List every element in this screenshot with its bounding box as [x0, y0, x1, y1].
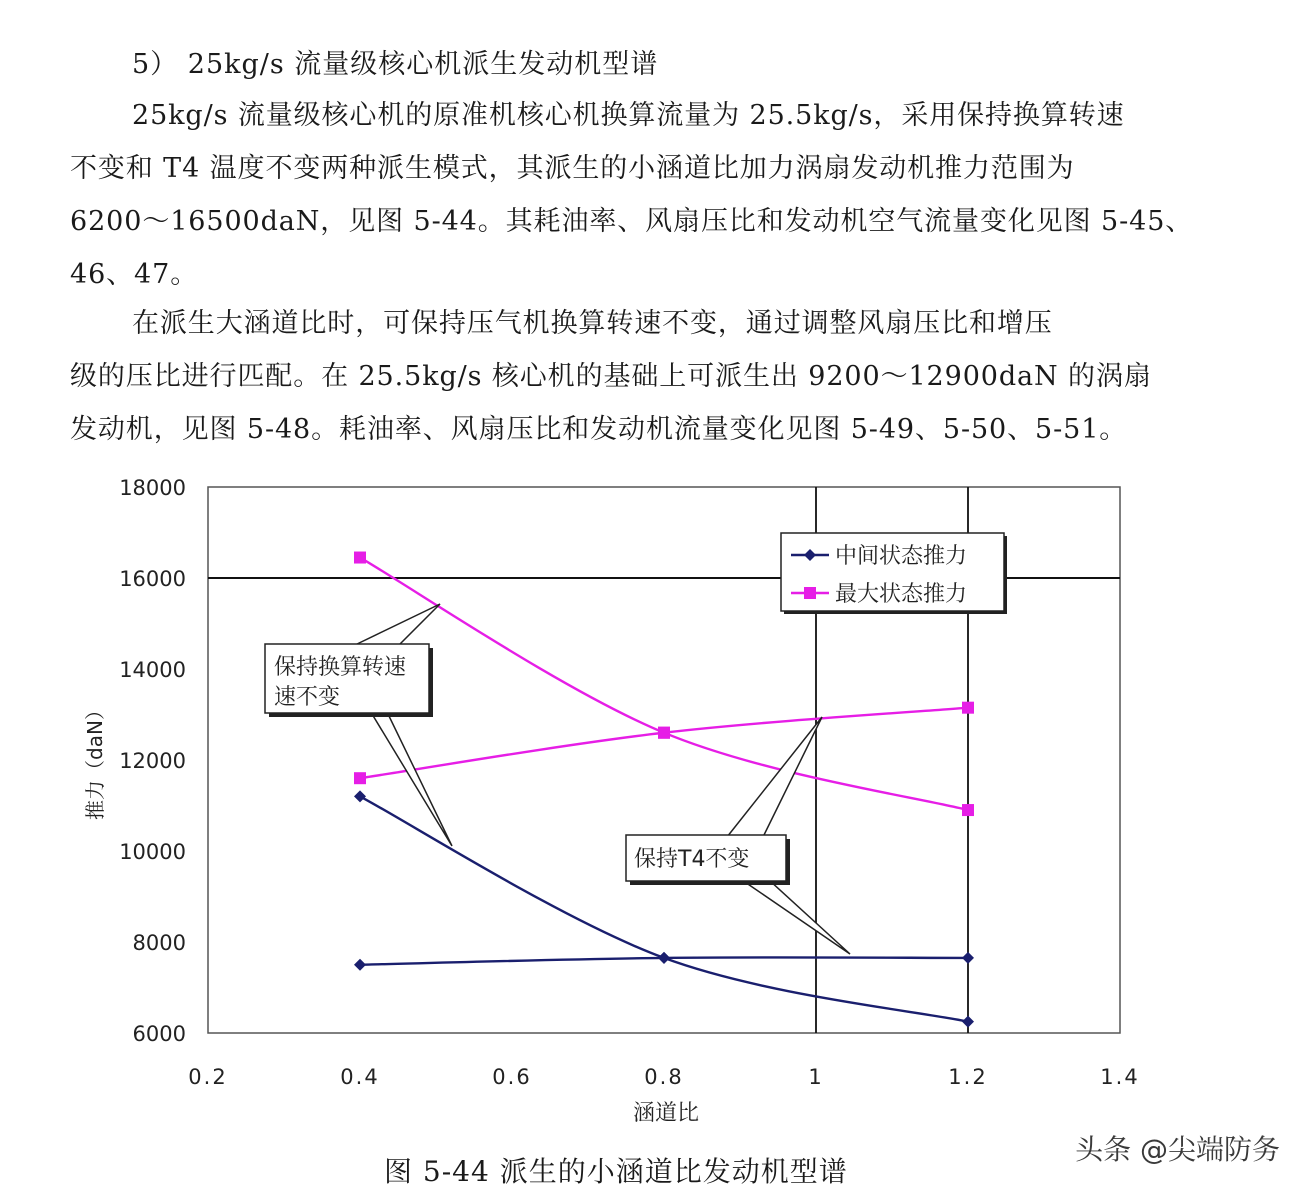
paragraph-2-line: 在派生大涵道比时，可保持压气机换算转速不变，通过调整风扇压比和增压: [132, 308, 1053, 339]
x-tick-label: 0.2: [188, 1065, 228, 1089]
data-point: [658, 952, 670, 964]
x-tick-label: 1.4: [1100, 1065, 1140, 1089]
series-line: [360, 708, 968, 779]
data-point: [962, 952, 974, 964]
legend-marker: [804, 587, 816, 599]
paragraph-1-line: 25kg/s 流量级核心机的原准机核心机换算流量为 25.5kg/s，采用保持换算转速: [132, 100, 1125, 131]
callout-text: 速不变: [274, 685, 341, 710]
x-tick-label: 1: [808, 1065, 824, 1089]
y-tick-label: 10000: [119, 840, 186, 864]
callout-pointer-top: [355, 604, 440, 645]
figure-caption: 图 5-44 派生的小涵道比发动机型谱: [384, 1155, 848, 1188]
callout-text: 保持换算转速: [274, 655, 407, 680]
section-heading: 5） 25kg/s 流量级核心机派生发动机型谱: [132, 49, 659, 80]
x-axis-label: 涵道比: [632, 1101, 700, 1126]
data-point: [962, 1016, 974, 1028]
data-point: [658, 727, 670, 739]
callout-text: 保持T4不变: [634, 847, 750, 872]
watermark: 头条 @尖端防务: [1075, 1133, 1280, 1166]
y-tick-label: 6000: [132, 1022, 186, 1046]
paragraph-1-line: 不变和 T4 温度不变两种派生模式，其派生的小涵道比加力涡扇发动机推力范围为: [70, 153, 1075, 184]
callout-pointer-bottom: [742, 880, 850, 954]
x-tick-label: 0.4: [340, 1065, 380, 1089]
legend-label: 中间状态推力: [835, 544, 968, 569]
y-tick-label: 18000: [119, 476, 186, 500]
paragraph-2-line: 级的压比进行匹配。在 25.5kg/s 核心机的基础上可派生出 9200～12900daN 的涡扇: [70, 361, 1152, 392]
paragraph-1-line: 46、47。: [70, 259, 199, 290]
y-tick-label: 16000: [119, 567, 186, 591]
data-point: [962, 702, 974, 714]
x-tick-label: 0.8: [644, 1065, 684, 1089]
x-tick-label: 0.6: [492, 1065, 532, 1089]
data-point: [962, 804, 974, 816]
paragraph-2-line: 发动机，见图 5-48。耗油率、风扇压比和发动机流量变化见图 5-49、5-50、5-51。: [70, 414, 1128, 445]
series-line: [360, 796, 968, 1021]
paragraph-1-line: 6200～16500daN，见图 5-44。其耗油率、风扇压比和发动机空气流量变化见图 5-45、: [70, 206, 1194, 237]
y-tick-label: 14000: [119, 658, 186, 682]
data-point: [354, 790, 366, 802]
legend-label: 最大状态推力: [835, 582, 968, 607]
data-point: [354, 959, 366, 971]
data-point: [354, 772, 366, 784]
y-axis-label: 推力（daN）: [83, 700, 107, 820]
y-tick-label: 8000: [132, 931, 186, 955]
x-tick-label: 1.2: [948, 1065, 988, 1089]
y-tick-label: 12000: [119, 749, 186, 773]
data-point: [354, 552, 366, 564]
